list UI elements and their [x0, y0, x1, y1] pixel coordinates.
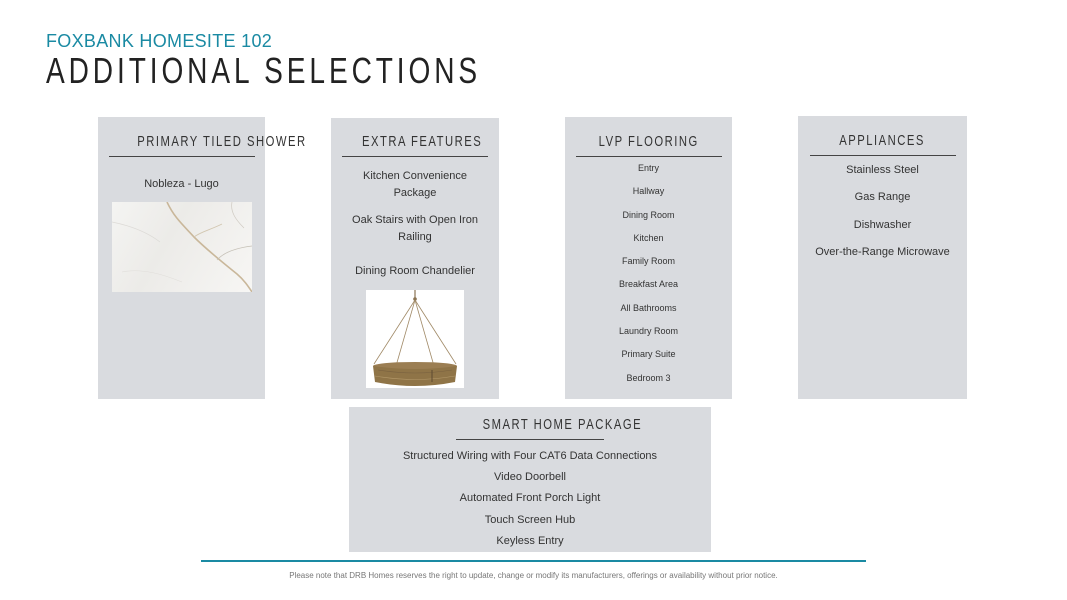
- feature-item: Oak Stairs with Open Iron Railing: [352, 214, 478, 243]
- flooring-item: Bedroom 3: [626, 372, 671, 383]
- card-title: APPLIANCES: [810, 132, 956, 156]
- card-lvp-flooring: [565, 117, 732, 399]
- appliance-item: Gas Range: [854, 191, 911, 204]
- appliance-item: Dishwasher: [853, 218, 912, 231]
- card-primary-tiled-shower: [98, 117, 307, 399]
- card-smart-home-package: [349, 407, 711, 552]
- card-title: EXTRA FEATURES: [342, 133, 488, 157]
- flooring-item: Family Room: [621, 256, 675, 267]
- flooring-item: All Bathrooms: [620, 302, 677, 313]
- disclaimer-note: Please note that DRB Homes reserves the right to update, change or modify its manufacturers, offerings or availability without prior notice.: [289, 571, 778, 580]
- flooring-item: Entry: [637, 163, 659, 173]
- smart-home-item: Automated Front Porch Light: [459, 492, 601, 505]
- flooring-item: Laundry Room: [618, 326, 679, 337]
- smart-home-item: Video Doorbell: [494, 471, 566, 484]
- card-extra-features: [331, 118, 499, 399]
- flooring-item: Kitchen: [633, 232, 664, 243]
- feature-item: Dining Room Chandelier: [355, 265, 475, 277]
- footer-divider: [201, 560, 866, 562]
- smart-home-item: Structured Wiring with Four CAT6 Data Connections: [402, 450, 658, 462]
- card-title: SMART HOME PACKAGE: [456, 416, 604, 440]
- chandelier-image: [366, 290, 464, 388]
- appliance-item: Over-the-Range Microwave: [815, 245, 950, 258]
- page-title: ADDITIONAL SELECTIONS: [46, 50, 482, 91]
- flooring-item: Primary Suite: [621, 349, 676, 360]
- homesite-subtitle: FOXBANK HOMESITE 102: [46, 31, 273, 51]
- marble-tile-image: [112, 202, 252, 292]
- smart-home-item: Keyless Entry: [496, 534, 564, 547]
- flooring-item: Dining Room: [622, 209, 675, 220]
- card-title: LVP FLOORING: [576, 133, 722, 157]
- smart-home-item: Touch Screen Hub: [484, 513, 576, 526]
- flooring-item: Hallway: [632, 186, 665, 197]
- appliance-item: Stainless Steel: [846, 164, 919, 176]
- flooring-item: Breakfast Area: [618, 279, 679, 290]
- card-title: PRIMARY TILED SHOWER: [109, 133, 255, 157]
- card-appliances: [798, 116, 967, 399]
- feature-item: Kitchen Convenience Package: [363, 170, 467, 199]
- shower-tile-name: Nobleza - Lugo: [144, 178, 219, 190]
